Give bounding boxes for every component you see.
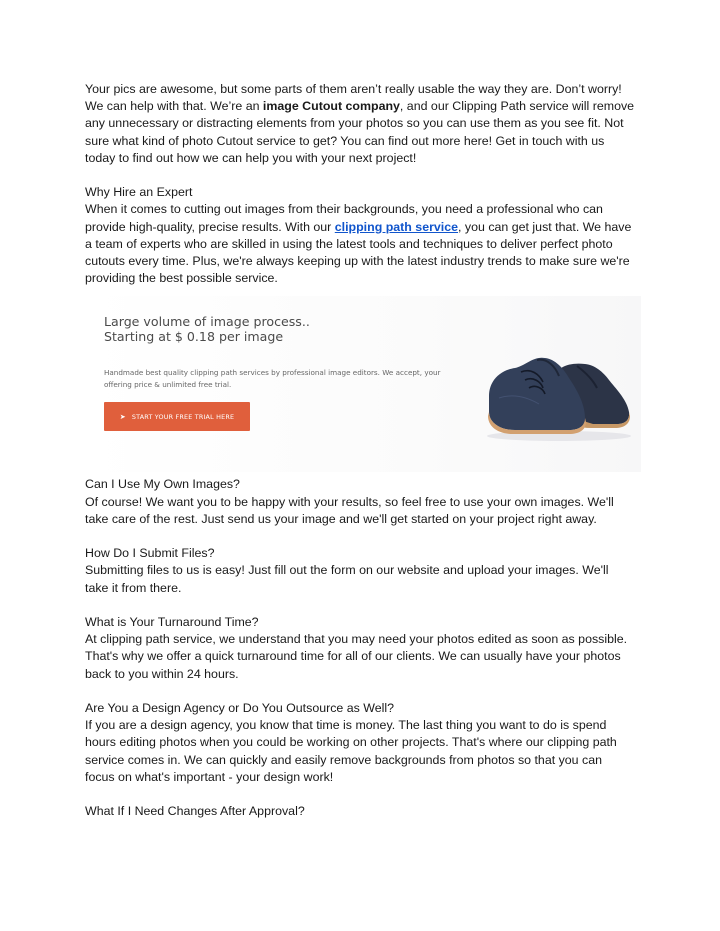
banner-title-line1: Large volume of image process.. [104, 314, 310, 330]
promo-banner [86, 296, 641, 472]
section-2 [85, 614, 635, 683]
intro-text-rest: , and our Clipping Path service will remove any unnecessary or distracting elements from your photos so you can use them as you see fit. Not sure what kind of photo Cutout service to get? You can find out more here! Get in touch with us today to find out how we can help you with your next project! [85, 99, 635, 165]
free-trial-button[interactable] [104, 402, 250, 431]
section-heading: What If I Need Changes After Approval? [85, 804, 305, 819]
expert-text: When it comes to cutting out images from their backgrounds, you need a professional who can provide high-quality, precise results. With our [85, 202, 603, 234]
section-3 [85, 700, 635, 786]
section-body: Submitting files to us is easy! Just fill out the form on our website and upload your images. We'll take it from there. [85, 563, 609, 595]
free-trial-button-label: START YOUR FREE TRIAL HERE [131, 412, 235, 421]
clipping-path-service-link[interactable]: clipping path service [334, 219, 459, 234]
intro-bold-text: image Cutout company [262, 99, 400, 114]
section-body: At clipping path service, we understand that you may need your photos edited as soon as possible. That's why we offer a quick turnaround time for all of our clients. We can usually have your photos back to you within 24 hours. [85, 632, 628, 681]
intro-text: Your pics are awesome, but some parts of them aren’t really usable the way they are. Don’t worry! We can help with that. We’re an [85, 82, 622, 114]
expert-heading: Why Hire an Expert [85, 185, 193, 200]
section-heading: What is Your Turnaround Time? [85, 615, 259, 630]
expert-text-rest: , you can get just that. We have a team of experts who are skilled in using the latest tools and techniques to deliver perfect photo cutouts every time. Plus, we're always keeping up with the latest industry trends to make sure we're providing the best possible service. [85, 219, 632, 286]
banner-description: Handmade best quality clipping path services by professional image editors. We accept, your offering price & unlimited free trial. [104, 368, 441, 390]
section-heading: Are You a Design Agency or Do You Outsource as Well? [85, 701, 395, 716]
intro-paragraph [85, 81, 635, 167]
section-body: Of course! We want you to be happy with your results, so feel free to use your own images. We'll take care of the rest. Just send us your image and we'll get started on your project right away. [85, 494, 614, 526]
shoes-image [481, 324, 636, 444]
banner-title [104, 315, 404, 344]
section-heading: How Do I Submit Files? [85, 546, 215, 561]
section-4 [85, 803, 635, 820]
document-content [85, 81, 635, 820]
section-heading: Can I Use My Own Images? [85, 477, 240, 492]
banner-title-line2: Starting at $ 0.18 per image [104, 328, 284, 344]
section-0 [85, 476, 635, 528]
paper-plane-icon: ➤ [119, 412, 126, 421]
expert-paragraph [85, 201, 635, 287]
section-1 [85, 545, 635, 597]
section-body: If you are a design agency, you know that time is money. The last thing you want to do is spend hours editing photos when you could be working on other projects. That's where our clipping path service comes in. We can quickly and easily remove backgrounds from photos so that you can focus on what's important - your design work! [85, 718, 617, 784]
